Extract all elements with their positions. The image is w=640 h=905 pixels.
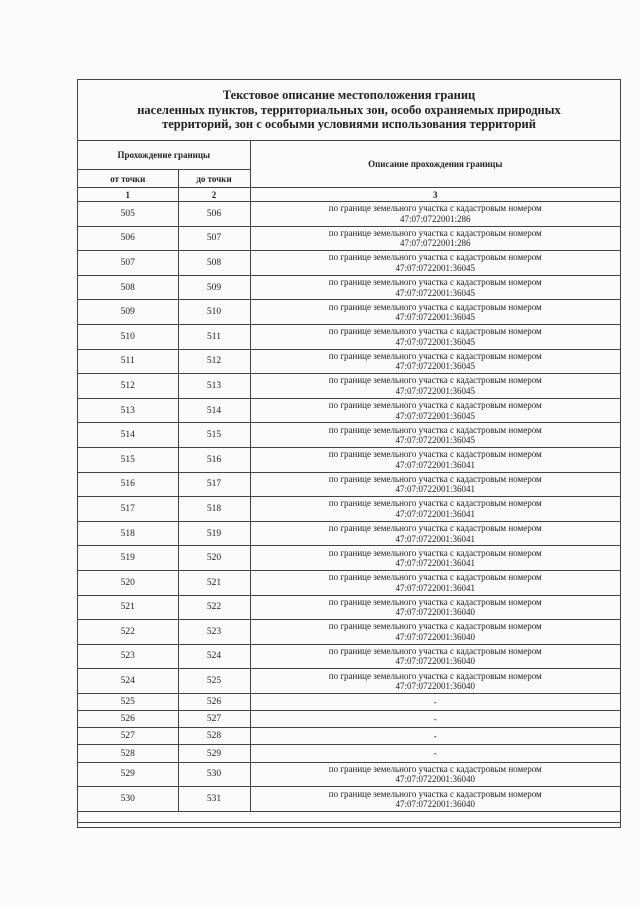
to-point-cell: 515 <box>178 423 250 448</box>
cadastral-number: 47:07:0722001:36040 <box>395 799 475 810</box>
from-point-cell: 523 <box>78 644 178 669</box>
description-line-1: по границе земельного участка с кадастровым номером <box>328 670 542 681</box>
description-cell <box>250 472 620 497</box>
table-row <box>78 324 620 349</box>
cadastral-number: 47:07:0722001:36041 <box>395 582 475 593</box>
from-point-cell: 520 <box>78 570 178 595</box>
description-cell <box>250 546 620 571</box>
table-row <box>78 711 620 728</box>
cadastral-number: 47:07:0722001:36040 <box>395 607 475 618</box>
description-cell <box>250 447 620 472</box>
to-point-cell: 526 <box>178 693 250 710</box>
table-row <box>78 745 620 762</box>
cadastral-number: 47:07:0722001:36040 <box>395 774 475 785</box>
table-row <box>78 521 620 546</box>
cadastral-number: 47:07:0722001:36045 <box>395 361 475 372</box>
table-row <box>78 472 620 497</box>
table-row <box>78 275 620 300</box>
table-row <box>78 226 620 251</box>
table-row <box>78 644 620 669</box>
to-point-cell: 528 <box>178 728 250 745</box>
description-cell <box>250 570 620 595</box>
table-row <box>78 728 620 745</box>
description-line-1: по границе земельного участка с кадастровым номером <box>328 788 542 799</box>
table-row <box>78 251 620 276</box>
table-row <box>78 595 620 620</box>
cadastral-number: 47:07:0722001:36045 <box>395 287 475 298</box>
to-point-cell: 510 <box>178 300 250 325</box>
table-row <box>78 546 620 571</box>
to-point-cell: 511 <box>178 324 250 349</box>
description-line-1: по границе земельного участка с кадастровым номером <box>328 203 542 214</box>
column-number-3: 3 <box>250 188 620 202</box>
description-line-1: по границе земельного участка с кадастровым номером <box>328 473 542 484</box>
to-point-cell: 521 <box>178 570 250 595</box>
description-cell <box>250 728 620 745</box>
table-row <box>78 497 620 522</box>
from-point-cell: 517 <box>78 497 178 522</box>
cadastral-number: 47:07:0722001:36040 <box>395 631 475 642</box>
cadastral-number: 47:07:0722001:36041 <box>395 459 475 470</box>
description-line-1: по границе земельного участка с кадастровым номером <box>328 547 542 558</box>
description-cell <box>250 251 620 276</box>
description-cell <box>250 497 620 522</box>
from-point-cell: 522 <box>78 620 178 645</box>
from-point-cell: 511 <box>78 349 178 374</box>
description-line-1: по границе земельного участка с кадастровым номером <box>328 523 542 534</box>
cadastral-number: 47:07:0722001:286 <box>399 213 471 224</box>
from-point-cell: 512 <box>78 374 178 399</box>
from-point-cell: 508 <box>78 275 178 300</box>
to-point-cell: 519 <box>178 521 250 546</box>
header-description: Описание прохождения границы <box>250 141 620 188</box>
to-point-cell: 520 <box>178 546 250 571</box>
description-line-1: по границе земельного участка с кадастровым номером <box>328 227 542 238</box>
description-cell <box>250 226 620 251</box>
cadastral-number: 47:07:0722001:36045 <box>395 312 475 323</box>
description-cell <box>250 745 620 762</box>
cadastral-number: 47:07:0722001:36045 <box>395 435 475 446</box>
from-point-cell: 516 <box>78 472 178 497</box>
description-line-1: по границе земельного участка с кадастровым номером <box>328 350 542 361</box>
from-point-cell: 506 <box>78 226 178 251</box>
description-cell <box>250 762 620 787</box>
table-row <box>78 300 620 325</box>
description-line-1: по границе земельного участка с кадастровым номером <box>328 424 542 435</box>
from-point-cell: 509 <box>78 300 178 325</box>
to-point-cell: 506 <box>178 202 250 227</box>
table-row <box>78 423 620 448</box>
cadastral-number: 47:07:0722001:36040 <box>395 681 475 692</box>
from-point-cell: 524 <box>78 669 178 694</box>
description-line-1: по границе земельного участка с кадастровым номером <box>328 645 542 656</box>
table-row <box>78 762 620 787</box>
title-line-1: Текстовое описание местоположения границ <box>222 88 476 103</box>
description-cell <box>250 711 620 728</box>
from-point-cell: 526 <box>78 711 178 728</box>
table-row <box>78 693 620 710</box>
from-point-cell: 527 <box>78 728 178 745</box>
title-line-3: территорий, зон с особыми условиями использования территорий <box>162 117 536 132</box>
boundary-description-table <box>77 79 621 828</box>
table-row <box>78 349 620 374</box>
description-cell <box>250 423 620 448</box>
cadastral-number: 47:07:0722001:36041 <box>395 484 475 495</box>
document-title <box>78 80 620 141</box>
table-row <box>78 787 620 812</box>
table-body <box>78 202 620 823</box>
to-point-cell: 524 <box>178 644 250 669</box>
table-row <box>78 374 620 399</box>
to-point-cell: 531 <box>178 787 250 812</box>
cadastral-number: 47:07:0722001:36040 <box>395 656 475 667</box>
from-point-cell: 513 <box>78 398 178 423</box>
to-point-cell: 509 <box>178 275 250 300</box>
header-from-point: от точки <box>78 170 178 188</box>
boundary-table <box>78 141 620 823</box>
table-row <box>78 669 620 694</box>
to-point-cell: 525 <box>178 669 250 694</box>
description-line-1: - <box>433 731 437 742</box>
title-line-2: населенных пунктов, территориальных зон, особо охраняемых природных <box>137 102 561 117</box>
cadastral-number: 47:07:0722001:36045 <box>395 410 475 421</box>
cadastral-number: 47:07:0722001:36045 <box>395 262 475 273</box>
to-point-cell: 518 <box>178 497 250 522</box>
to-point-cell: 514 <box>178 398 250 423</box>
to-point-cell: 513 <box>178 374 250 399</box>
description-line-1: по границе земельного участка с кадастровым номером <box>328 277 542 288</box>
to-point-cell: 527 <box>178 711 250 728</box>
description-cell <box>250 398 620 423</box>
cadastral-number: 47:07:0722001:36045 <box>395 385 475 396</box>
table-row <box>78 398 620 423</box>
to-point-cell: 529 <box>178 745 250 762</box>
empty-row <box>78 811 620 822</box>
description-line-1: - <box>433 713 437 724</box>
description-cell <box>250 644 620 669</box>
cadastral-number: 47:07:0722001:36045 <box>395 336 475 347</box>
to-point-cell: 530 <box>178 762 250 787</box>
description-cell <box>250 595 620 620</box>
to-point-cell: 512 <box>178 349 250 374</box>
cadastral-number: 47:07:0722001:36041 <box>395 558 475 569</box>
description-cell <box>250 693 620 710</box>
description-cell <box>250 620 620 645</box>
from-point-cell: 518 <box>78 521 178 546</box>
description-cell <box>250 521 620 546</box>
column-number-1: 1 <box>78 188 178 202</box>
description-cell <box>250 300 620 325</box>
from-point-cell: 530 <box>78 787 178 812</box>
to-point-cell: 507 <box>178 226 250 251</box>
to-point-cell: 517 <box>178 472 250 497</box>
to-point-cell: 523 <box>178 620 250 645</box>
from-point-cell: 505 <box>78 202 178 227</box>
from-point-cell: 514 <box>78 423 178 448</box>
description-line-1: по границе земельного участка с кадастровым номером <box>328 375 542 386</box>
to-point-cell: 516 <box>178 447 250 472</box>
description-cell <box>250 349 620 374</box>
table-row <box>78 570 620 595</box>
from-point-cell: 519 <box>78 546 178 571</box>
cadastral-number: 47:07:0722001:36041 <box>395 508 475 519</box>
description-line-1: по границе земельного участка с кадастровым номером <box>328 252 542 263</box>
description-line-1: по границе земельного участка с кадастровым номером <box>328 449 542 460</box>
description-line-1: - <box>433 696 437 707</box>
description-line-1: по границе земельного участка с кадастровым номером <box>328 572 542 583</box>
from-point-cell: 510 <box>78 324 178 349</box>
from-point-cell: 529 <box>78 762 178 787</box>
cadastral-number: 47:07:0722001:286 <box>399 238 471 249</box>
to-point-cell: 522 <box>178 595 250 620</box>
description-line-1: по границе земельного участка с кадастровым номером <box>328 301 542 312</box>
description-line-1: по границе земельного участка с кадастровым номером <box>328 326 542 337</box>
description-line-1: по границе земельного участка с кадастровым номером <box>328 596 542 607</box>
table-row <box>78 620 620 645</box>
description-cell <box>250 787 620 812</box>
from-point-cell: 507 <box>78 251 178 276</box>
table-row <box>78 447 620 472</box>
description-cell <box>250 275 620 300</box>
table-row <box>78 202 620 227</box>
from-point-cell: 528 <box>78 745 178 762</box>
description-line-1: по границе земельного участка с кадастровым номером <box>328 400 542 411</box>
description-cell <box>250 374 620 399</box>
column-number-2: 2 <box>178 188 250 202</box>
empty-cell <box>78 811 620 822</box>
description-line-1: по границе земельного участка с кадастровым номером <box>328 763 542 774</box>
cadastral-number: 47:07:0722001:36041 <box>395 533 475 544</box>
from-point-cell: 521 <box>78 595 178 620</box>
to-point-cell: 508 <box>178 251 250 276</box>
description-cell <box>250 202 620 227</box>
description-cell <box>250 669 620 694</box>
description-line-1: - <box>433 748 437 759</box>
header-passage: Прохождение границы <box>78 141 250 170</box>
description-line-1: по границе земельного участка с кадастровым номером <box>328 621 542 632</box>
description-line-1: по границе земельного участка с кадастровым номером <box>328 498 542 509</box>
header-to-point: до точки <box>178 170 250 188</box>
description-cell <box>250 324 620 349</box>
from-point-cell: 515 <box>78 447 178 472</box>
from-point-cell: 525 <box>78 693 178 710</box>
